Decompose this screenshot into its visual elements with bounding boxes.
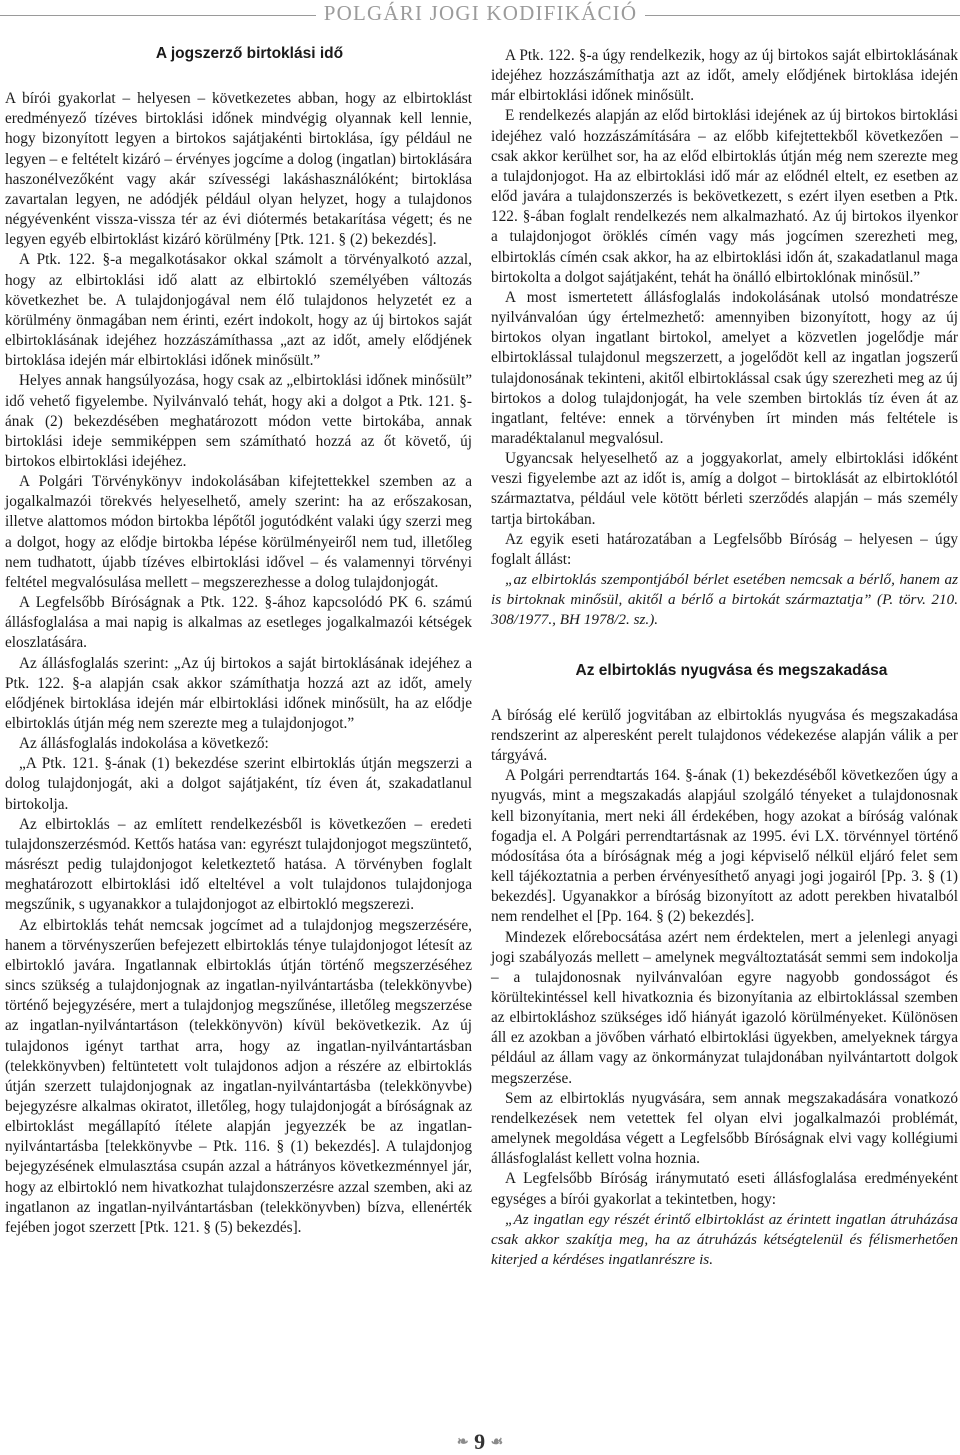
paragraph: A Legfelsőbb Bíróság iránymutató eseti állásfoglalása eredményeként egységes a bírói gyakorlat a tekintetben, hogy:: [491, 1170, 958, 1208]
section-title: A jogszerző birtoklási idő: [155, 45, 344, 62]
paragraph: Mindezek előrebocsátása azért nem érdektelen, mert a jelenlegi anyagi jogi szabályozás mellett – amelynek megváltoztatását semmi sem indokolja – a tulajdonosnak nyilvánvalóan egyre nagyobb gondosságot és körültekintéssel kell hivatkoznia és bizonyítania az elbirtoklással szemben az elbirtokláshoz szükséges idő hiányát igazoló körülményeket. Különösen áll ez azokban a jövőben várható elbirtoklási ügyekben, amelyeknek tárgya például az állam vagy az önkormányzat tulajdonában nyilvántartott dolgok megszerzése.: [491, 928, 958, 1087]
paragraph: E rendelkezés alapján az előd birtoklási idejének az új birtokos birtoklási idejéhez való hozzászámítására – az előbb kifejtettekből következően – csak akkor kerülhet sor, ha az előd elbirtoklás útján még nem szerezte meg a tulajdonjogot. Ha az elbirtoklási idő már az elődnél eltelt, ez esetben az előd javára a tulajdonszerzés is bekövetkezett, s ezért ilyen esetben a Ptk. 122. §-ában foglalt rendelkezés nem alkalmazható. Az új birtokos ilyenkor a tulajdonjogot öröklés címén vagy más jogcímen szerezheti meg, elbirtoklás címén csak akkor, ha az elbirtoklási időn át, szakadatlanul maga birtokolta a dolgot sajátjaként, tehát ha önálló elbirtoklónak minősül.”: [491, 107, 958, 286]
paragraph: A Polgári Törvénykönyv indokolásában kifejtettekkel szemben az a jogalkalmazói törekvés helyeselhető, amely szerint: ha az erőszakosan, illetve alattomos módon birtokba lépőtől jogutódként valaki úgy szerzi meg a dolgot, hogy az elődje birtokba lépése körülményeiről nem tud, illetőleg nem tudhatott, újabb tízéves elbirtoklási idővel – és valamennyi törvényi feltétel megvalósulása mellett – megszerezhesse a dolog tulajdonjogát.: [5, 473, 472, 591]
paragraph: A bíróság elé kerülő jogvitában az elbirtoklás nyugvása és megszakadása rendszerint az alperesként perelt tulajdonos védekezése alapján válik a per tárgyává.: [491, 706, 958, 765]
paragraph: A bírói gyakorlat – helyesen – következetes abban, hogy az elbirtoklást eredményező tízéves birtoklási időnek mindvégig olyannak kell lennie, hogy bizonyított legyen a birtokos sajátjakénti birtoklása, így például ne legyen – e feltételt kizáró – érvényes jogcíme a dolog (ingatlan) birtoklására haszonélvezőként vagy akár szívességi lakáshasználóként; birtoklása zavartalan legyen, ne adódjék például olyan helyzet, hogy a tulajdonos négyévenként vissza-vissza tér az évi diótermés betakarítása végett; és ne legyen egyéb elbirtoklást kizáró körülmény [Ptk. 121. § (2) bekezdés].: [5, 90, 472, 249]
paragraph: Helyes annak hangsúlyozása, hogy csak az „elbirtoklási időnek minősült” idő vehető figyelembe. Nyilvánvaló tehát, hogy aki a dolgot a Ptk. 121. §-ának (2) bekezdésében meghatározott módon vette birtokába, annak birtoklási ideje semmiképpen sem számítható hozzá az őt követő, új birtokos elbirtoklási idejéhez.: [5, 372, 472, 470]
right-column: [491, 46, 958, 1270]
paragraph: A Legfelsőbb Bíróságnak a Ptk. 122. §-ához kapcsolódó PK 6. számú állásfoglalása a mai napig is alkalmas az esetleges jogalkalmazói kétségek eloszlatására.: [5, 594, 472, 652]
paragraph: Az állásfoglalás indokolása a következő:: [19, 735, 269, 753]
fleuron-left-icon: ❧: [456, 1435, 469, 1450]
header-rule-right: [645, 15, 960, 16]
paragraph: Sem az elbirtoklás nyugvására, sem annak megszakadására vonatkozó rendelkezések nem vetettek fel olyan elvi jogalkalmazói problémát, amelynek megoldása végett a Legfelsőbb Bíróságnak elvi vagy kollégiumi állásfoglalást kellett volna hoznia.: [491, 1089, 958, 1168]
paragraph: Az állásfoglalás szerint: „Az új birtokos a saját birtoklásának idejéhez a Ptk. 122. §-a alapján csak akkor számíthatja hozzá azt az időt, amely elődjének birtoklása idején már elbirtoklási időnek minősült, ha az elődje elbirtoklás útján még nem szerezte meg a tulajdonjogot.”: [5, 654, 472, 732]
paragraph: A most ismertetett állásfoglalás indokolásának utolsó mondatrésze nyilvánvalóan úgy értelmezhető: amennyiben bizonyított, hogy az új birtokos olyan ingatlant birtokol, amelyet a közvetlen jogelődje már elbirtoklással tulajdonul megszerzett, a jogelődöt kell az ingatlan jogszerű tulajdonosának tekinteni, akitől elbirtoklással csak úgy szerezheti meg az új birtokos a dolog tulajdonjogát, ha vele szemben birtoklás tíz éven át az ingatlant, feltéve: ennek a törvényben írt minden más feltétele is maradéktalanul megvalósul.: [491, 288, 958, 447]
paragraph: Ugyancsak helyeselhető az a joggyakorlat, amely elbirtoklási időként veszi figyelembe azt az időt is, amíg a dolgot – birtoklását az elbirtoklótól származtatva, például vele kötött bérleti szerződés alapján – más személy tartja birtokában.: [491, 450, 958, 528]
paragraph: A Ptk. 122. §-a úgy rendelkezik, hogy az új birtokos saját elbirtoklásának idejéhez hozzászámíthatja azt az időt, amely elődjének birtoklása idején már elbirtoklási időnek minősült.: [491, 47, 958, 105]
paragraph: A Ptk. 122. §-a megalkotásakor okkal számolt a törvényalkotó azzal, hogy az elbirtoklási idő alatt az elbirtokló személyében változás következhet be. A tulajdonjogával nem élő tulajdonos helyzetét ez a körülmény önmagában nem érinti, ezért indokolt, hogy az új birtokos saját elbirtoklásának idejéhez hozzászámíthassa „azt az időt, amely elődjének birtoklása idején már elbirtoklási időnek minősült.”: [5, 251, 472, 370]
fleuron-right-icon: ☙: [490, 1435, 504, 1450]
block-quote: „Az ingatlan egy részét érintő elbirtoklást az érintett ingatlan átruházása csak akkor szakítja meg, ha az átruházás kétségtelenül és félismerhetően kiterjed a kérdéses ingatlanrészre is.: [491, 1210, 958, 1269]
left-column: [5, 38, 472, 1238]
page-number: 9: [474, 1429, 486, 1454]
running-title: POLGÁRI JOGI KODIFIKÁCIÓ: [323, 1, 638, 25]
paragraph: Az elbirtoklás – az említett rendelkezésből is következően – eredeti tulajdonszerzésmód. Kettős hatása van: egyrészt tulajdonjogot megszüntető, másrészt pedig tulajdonjogot keletkeztető hatása. A törvényben foglalt meghatározott elbirtoklási idő elteltével a volt tulajdonos tulajdonjoga megszűnik, s ugyanakkor a tulajdonjogot az elbirtokló megszerezi.: [5, 815, 472, 914]
header-rule-left: [0, 15, 316, 16]
block-quote: „az elbirtoklás szempontjából bérlet esetében nemcsak a bérlő, hanem az is birtoknak minősül, akitől a bérlő a birtokát származtatja” (P. törv. 210. 308/1977., BH 1978/2. sz.).: [491, 571, 958, 629]
section-title: Az elbirtoklás nyugvása és megszakadása: [575, 661, 888, 679]
page-footer: [0, 1429, 960, 1454]
paragraph: A Polgári perrendtartás 164. §-ának (1) bekezdéséből következően úgy a nyugvás, mint a megszakadás alapjául szolgáló tényeket a tulajdonosnak kell bizonyítania, mert neki áll érdekében, hogy azokat a bíróság valónak fogadja el. A Polgári perrendtartásnak az 1995. évi LX. törvénnyel történő módosítása óta a bíróságnak még a jogi képviselő nélkül eljáró felet sem kell tájékoztatnia a perben érvényesíthető anyagi jogi jogairól [Pp. 3. § (1) bekezdés]. Ugyanakkor a bíróság bizonyított az adott perekben hivatalból nem rendelhet el [Pp. 164. § (2) bekezdés].: [491, 767, 958, 926]
paragraph: Az egyik eseti határozatában a Legfelsőbb Bíróság – helyesen – úgy foglalt állást:: [491, 530, 958, 568]
running-header: [0, 0, 960, 34]
paragraph: Az elbirtoklás tehát nemcsak jogcímet ad a tulajdonjog megszerzésére, hanem a törvényszerűen befejezett elbirtoklás ténye tulajdonjogot létesít az elbirtokló javára. Ingatlannak elbirtoklás útján történő megszerzéséhez sincs szükség a tulajdonjognak az ingatlan-nyilvántartásba (telekkönyvbe) történő bejegyzésére, mert a tulajdonjog megszűnése, illetőleg megszerzése az ingatlan-nyilvántartáson (telekkönyvön) kívül bekövetkezik. Az új tulajdonos igényt tarthat arra, hogy az ingatlan-nyilvántartásban (telekkönyvben) feltüntetett volt tulajdonos adjon a részére az elbirtoklás útján szerzett tulajdonjognak az ingatlan-nyilvántartásba (telekkönyvbe) bejegyzésre alkalmas okiratot, illetőleg, hogy tulajdonjogát a bíróságnak az elbirtoklást megállapító ítélete alapján jegyezzék be az ingatlan-nyilvántartásba [telekkönyvbe – Ptk. 116. § (1) bekezdés]. A tulajdonjog bejegyzésének elmulasztása csupán azzal a hátrányos következménnyel jár, hogy az elbirtokló nem hivatkozhat tulajdonszerzésre azzal szemben, aki az ingatlanon az ingatlan-nyilvántartásban (telekkönyvben) bízva, ellenérték fejében jogot szerzett [Ptk. 121. § (5) bekezdés].: [5, 916, 472, 1236]
page-number-block: [441, 1429, 519, 1455]
paragraph: „A Ptk. 121. §-ának (1) bekezdése szerint elbirtoklás útján megszerzi a dolog tulajdonjogát, aki a dolgot sajátjaként, tíz éven át, szakadatlanul birtokolja.: [5, 755, 472, 813]
